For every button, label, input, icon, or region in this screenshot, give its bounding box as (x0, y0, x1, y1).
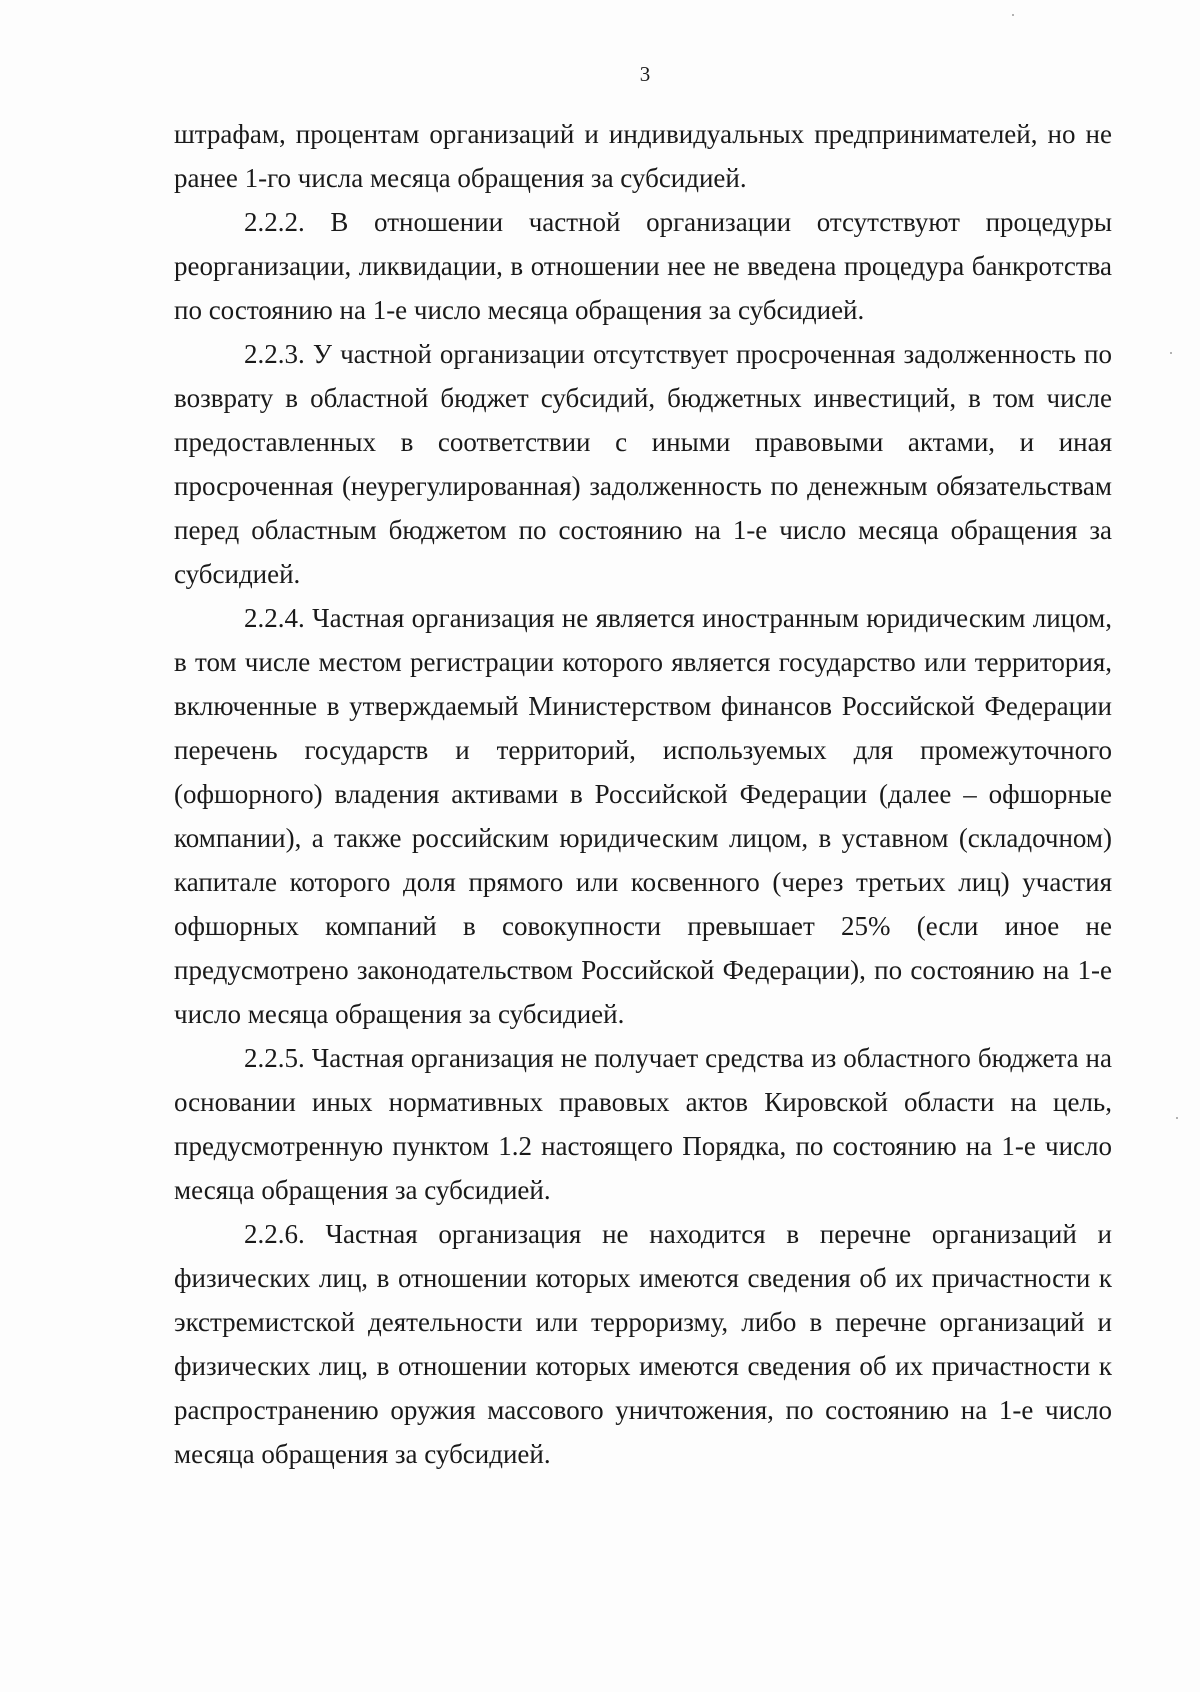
scan-speck (1170, 352, 1172, 354)
document-body (174, 112, 1112, 1476)
paragraph-2-2-6: 2.2.6. Частная организация не находится в перечне организаций и физических лиц, в отношении которых имеются сведения об их причастности к экстремистской деятельности или терроризму, либо в перечне организаций и физических лиц, в отношении которых имеются сведения об их причастности к распространению оружия массового уничтожения, по состоянию на 1-е число месяца обращения за субсидией. (174, 1219, 1112, 1469)
scan-speck (1176, 1117, 1178, 1119)
paragraph-2-2-4: 2.2.4. Частная организация не является иностранным юридическим лицом, в том числе местом регистрации которого является государство или территория, включенные в утверждаемый Министерством финансов Российской Федерации перечень государств и территорий, используемых для промежуточного (офшорного) владения активами в Российской Федерации (далее – офшорные компании), а также российским юридическим лицом, в уставном (складочном) капитале которого доля прямого или косвенного (через третьих лиц) участия офшорных компаний в совокупности превышает 25% (если иное не предусмотрено законодательством Российской Федерации), по состоянию на 1-е число месяца обращения за субсидией. (174, 603, 1112, 1029)
paragraph-2-2-5: 2.2.5. Частная организация не получает средства из областного бюджета на основании иных нормативных правовых актов Кировской области на цель, предусмотренную пунктом 1.2 настоящего Порядка, по состоянию на 1-е число месяца обращения за субсидией. (174, 1043, 1112, 1205)
paragraph-2-2-3: 2.2.3. У частной организации отсутствует просроченная задолженность по возврату в областной бюджет субсидий, бюджетных инвестиций, в том числе предоставленных в соответствии с иными правовыми актами, и иная просроченная (неурегулированная) задолженность по денежным обязательствам перед областным бюджетом по состоянию на 1-е число месяца обращения за субсидией. (174, 339, 1112, 589)
scan-speck (1012, 14, 1014, 16)
page-number: 3 (639, 62, 651, 86)
paragraph-2-2-2: 2.2.2. В отношении частной организации отсутствуют процедуры реорганизации, ликвидации, в отношении нее не введена процедура банкротства по состоянию на 1-е число месяца обращения за субсидией. (174, 207, 1112, 325)
paragraph-continuation: штрафам, процентам организаций и индивидуальных предпринимателей, но не ранее 1-го числа месяца обращения за субсидией. (174, 119, 1112, 193)
